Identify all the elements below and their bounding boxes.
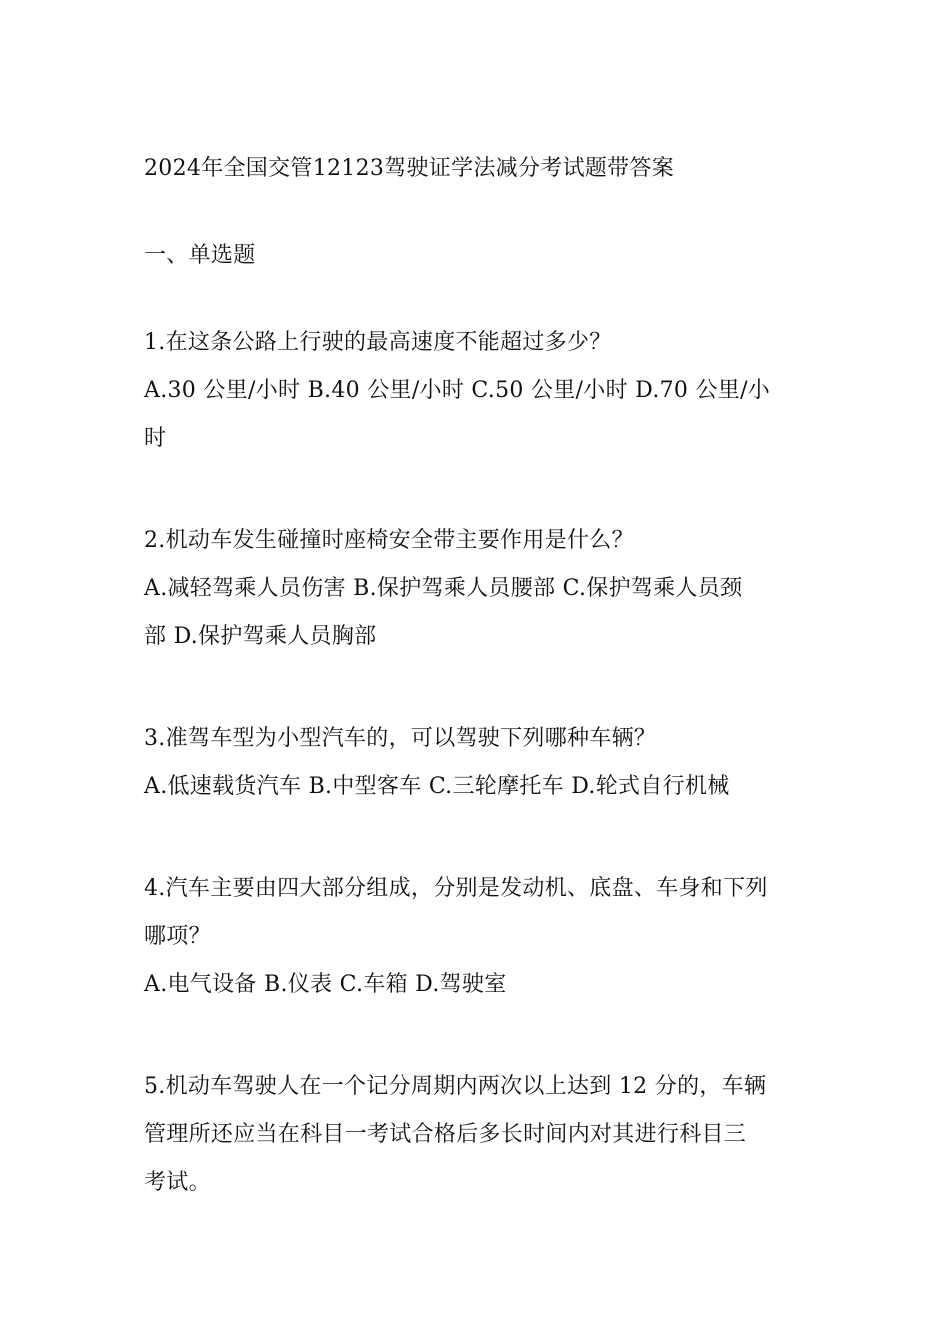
question-1-line-1: 1.在这条公路上行驶的最高速度不能超过多少？ — [144, 330, 612, 355]
question-5 — [144, 1063, 810, 1207]
question-1 — [144, 319, 810, 463]
question-5-line-3: 考试。 — [144, 1170, 211, 1195]
document-title: 2024年全国交管12123驾驶证学法减分考试题带答案 — [144, 156, 675, 181]
question-4 — [144, 865, 810, 1009]
question-3 — [144, 715, 810, 811]
question-5-line-1: 5.机动车驾驶人在一个记分周期内两次以上达到 12 分的，车辆 — [144, 1074, 767, 1099]
question-4-line-2: 哪项？ — [144, 924, 211, 949]
question-2-line-3: 部 D.保护驾乘人员胸部 — [144, 624, 377, 649]
question-2-line-2: A.减轻驾乘人员伤害 B.保护驾乘人员腰部 C.保护驾乘人员颈 — [144, 576, 743, 601]
question-5-line-2: 管理所还应当在科目一考试合格后多长时间内对其进行科目三 — [144, 1122, 747, 1147]
question-2-line-1: 2.机动车发生碰撞时座椅安全带主要作用是什么？ — [144, 528, 634, 553]
question-1-line-3: 时 — [144, 426, 167, 451]
question-3-line-2: A.低速载货汽车 B.中型客车 C.三轮摩托车 D.轮式自行机械 — [144, 774, 730, 799]
question-1-line-2: A.30 公里/小时 B.40 公里/小时 C.50 公里/小时 D.70 公里/小 — [144, 378, 771, 403]
document-content — [144, 145, 810, 1207]
question-3-line-1: 3.准驾车型为小型汽车的，可以驾驶下列哪种车辆？ — [144, 726, 657, 751]
question-4-line-1: 4.汽车主要由四大部分组成，分别是发动机、底盘、车身和下列 — [144, 876, 768, 901]
section-heading: 一、单选题 — [144, 243, 256, 268]
question-4-line-3: A.电气设备 B.仪表 C.车箱 D.驾驶室 — [144, 972, 507, 997]
question-2 — [144, 517, 810, 661]
